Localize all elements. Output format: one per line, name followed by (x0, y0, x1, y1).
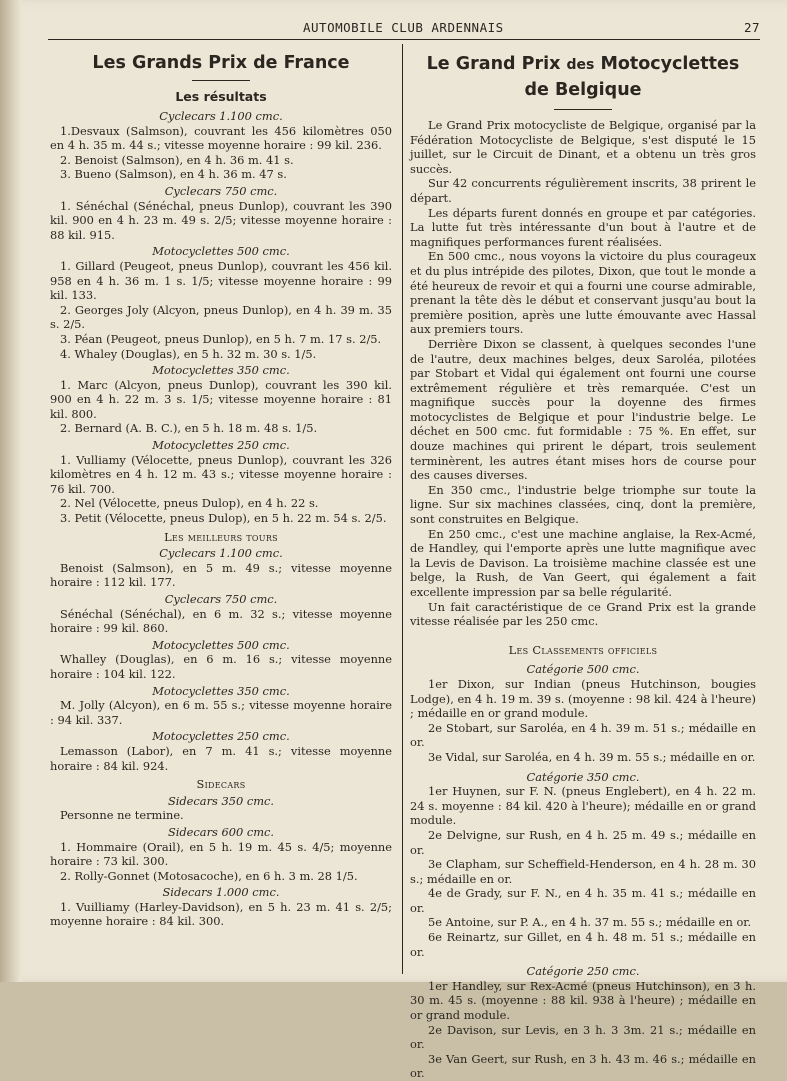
result-entry: 1. Gillard (Peugeot, pneus Dunlop), couvrant les 456 kil. 958 en 4 h. 36 m. 1 s. 1/5; vitesse moyenne horaire : 99 kil. 133. (50, 258, 392, 303)
article-paragraph: Les départs furent donnés en groupe et par catégories. La lutte fut très intéressante d'un bout à l'autre et de magnifiques performances furent réalisées. (410, 205, 756, 249)
title-rule (192, 80, 250, 81)
ranking-entry: 5e Antoine, sur P. A., en 4 h. 37 m. 55 s.; médaille en or. (428, 915, 752, 930)
result-entry: 2. Georges Joly (Alcyon, pneus Dunlop), en 4 h. 39 m. 35 s. 2/5. (50, 302, 392, 332)
result-entry: Whalley (Douglas), en 6 m. 16 s.; vitesse moyenne horaire : 104 kil. 122. (50, 652, 392, 681)
result-entry: 1. Marc (Alcyon, pneus Dunlop), couvrant les 390 kil. 900 en 4 h. 22 m. 3 s. 1/5; vitesse moyenne horaire : 81 kil. 800. (50, 377, 392, 421)
category-heading: Motocyclettes 350 cmc. (152, 363, 290, 378)
category-heading: Motocyclettes 500 cmc. (152, 244, 290, 259)
result-entry: 1. Vulliamy (Vélocette, pneus Dunlop), couvrant les 326 kilomètres en 4 h. 12 m. 43 s.; vitesse moyenne horaire : 76 kil. 700. (50, 452, 392, 496)
classements-heading: Les Classements officiels (508, 642, 658, 657)
book-binding-shadow (0, 0, 22, 982)
result-entry: 1. Sénéchal (Sénéchal, pneus Dunlop), couvrant les 390 kil. 900 en 4 h. 23 m. 49 s. 2/5; vitesse moyenne horaire : 88 kil. 915. (50, 198, 392, 242)
result-entry: 2. Bernard (A. B. C.), en 5 h. 18 m. 48 s. 1/5. (60, 421, 318, 436)
right-title-part-c: Motocyclettes (600, 54, 740, 74)
result-entry: Sénéchal (Sénéchal), en 6 m. 32 s.; vitesse moyenne horaire : 99 kil. 860. (50, 606, 392, 636)
category-heading: Motocyclettes 500 cmc. (152, 637, 290, 652)
category-heading: Catégorie 350 cmc. (526, 769, 640, 784)
result-entry: 3. Péan (Peugeot, pneus Dunlop), en 5 h. 7 m. 17 s. 2/5. (60, 331, 382, 346)
header-rule (48, 39, 760, 40)
ranking-entry: 3e Vidal, sur Saroléa, en 4 h. 39 m. 55 s.; médaille en or. (428, 749, 756, 764)
running-head-title: AUTOMOBILE CLUB ARDENNAIS (303, 20, 504, 35)
classements-list (410, 662, 756, 1081)
result-entry: 3. Petit (Vélocette, pneus Dulop), en 5 h. 22 m. 54 s. 2/5. (60, 511, 387, 526)
right-column (410, 52, 756, 1081)
left-column (50, 52, 392, 929)
article-paragraph: Derrière Dixon se classent, à quelques secondes l'une de l'autre, deux machines belges, deux Saroléa, pilotées par Stobart et Vidal qui également ont fourni une course extrêmement régulière et très remarquée. C'est un magnifique succès pour la doyenne des firmes motocyclistes de Belgique et pour l'industrie belge. Le déchet en 500 cmc. fut formidable : 75 %. En effet, sur douze machines qui prirent le départ, trois seulement terminèrent, les autres étant mises hors de course pour des causes diverses. (410, 336, 756, 483)
result-entry: 2. Benoist (Salmson), en 4 h. 36 m. 41 s. (60, 152, 294, 167)
ranking-entry: 2e Davison, sur Levis, en 3 h. 3 3m. 21 s.; médaille en or. (410, 1022, 756, 1052)
right-article-title (410, 52, 756, 103)
ranking-entry: 2e Stobart, sur Saroléa, en 4 h. 39 m. 51 s.; médaille en or. (410, 720, 756, 750)
ranking-entry: 2e Delvigne, sur Rush, en 4 h. 25 m. 49 s.; médaille en or. (410, 827, 756, 857)
result-entry: M. Jolly (Alcyon), en 6 m. 55 s.; vitesse moyenne horaire : 94 kil. 337. (50, 698, 392, 727)
article-paragraph: Un fait caractéristique de ce Grand Prix est la grande vitesse réalisée par les 250 cmc. (410, 599, 756, 629)
category-heading: Sidecars 350 cmc. (167, 793, 275, 808)
result-entry: 4. Whaley (Douglas), en 5 h. 32 m. 30 s. 1/5. (60, 346, 317, 361)
article-paragraph: Sur 42 concurrents régulièrement inscrits, 38 prirent le départ. (410, 176, 756, 205)
category-heading: Sidecars 1.000 cmc. (162, 885, 280, 900)
right-title-part-b: des (566, 57, 595, 73)
ranking-entry: 6e Reinartz, sur Gillet, en 4 h. 48 m. 51 s.; médaille en or. (410, 930, 756, 959)
result-entry: 2. Nel (Vélocette, pneus Dulop), en 4 h. 22 s. (60, 496, 319, 511)
category-heading: Catégorie 250 cmc. (526, 964, 640, 979)
result-entry: Personne ne termine. (60, 808, 184, 823)
result-entry: 1. Hommaire (Orail), en 5 h. 19 m. 45 s. 4/5; moyenne horaire : 73 kil. 300. (50, 839, 392, 869)
result-entry: 2. Rolly-Gonnet (Motosacoche), en 6 h. 3 m. 28 1/5. (60, 868, 358, 883)
article-paragraph: En 250 cmc., c'est une machine anglaise, la Rex-Acmé, de Handley, qui l'emporte après une lutte magnifique avec la Levis de Davison. La troisième machine classée est une belge, la Rush, de Van Geert, qui également a fait excellente impression par sa belle régularité. (410, 526, 756, 599)
left-article-body (50, 109, 392, 929)
right-article-body (410, 118, 756, 629)
category-heading: Cyclecars 750 cmc. (164, 183, 278, 198)
article-paragraph: En 350 cmc., l'industrie belge triomphe sur toute la ligne. Sur six machines classées, cinq, dont la première, sont construites en Belgique. (410, 482, 756, 527)
title-rule (554, 109, 612, 110)
page-number: 27 (743, 20, 760, 35)
section-heading: Les meilleurs tours (164, 529, 278, 544)
ranking-entry: 1er Huynen, sur F. N. (pneus Englebert), en 4 h. 22 m. 24 s. moyenne : 84 kil. 420 à l'heure); médaille en or grand module. (410, 784, 756, 828)
result-entry: Benoist (Salmson), en 5 m. 49 s.; vitesse moyenne horaire : 112 kil. 177. (50, 560, 392, 590)
result-entry: 1. Vuilliamy (Harley-Davidson), en 5 h. 23 m. 41 s. 2/5; moyenne horaire : 84 kil. 300. (50, 899, 392, 929)
result-entry: Lemasson (Labor), en 7 m. 41 s.; vitesse moyenne horaire : 84 kil. 924. (50, 743, 392, 773)
ranking-entry: 3e Clapham, sur Scheffield-Henderson, en 4 h. 28 m. 30 s.; médaille en or. (410, 857, 756, 886)
category-heading: Motocyclettes 350 cmc. (152, 683, 290, 698)
article-paragraph: Le Grand Prix motocycliste de Belgique, organisé par la Fédération Motocycliste de Belgique, s'est disputé le 15 juillet, sur le Circuit de Dinant, et a obtenu un très gros succès. (410, 118, 756, 176)
result-entry: 1.Desvaux (Salmson), couvrant les 456 kilomètres 050 en 4 h. 35 m. 44 s.; vitesse moyenne horaire : 99 kil. 236. (50, 123, 392, 153)
category-heading: Motocyclettes 250 cmc. (152, 729, 290, 744)
result-entry: 3. Bueno (Salmson), en 4 h. 36 m. 47 s. (60, 167, 287, 182)
article-paragraph: En 500 cmc., nous voyons la victoire du plus courageux et du plus intrépide des pilotes, Dixon, que tout le monde a été heureux de revoir et qui a fourni une course admirable, prenant la tête dès le début et conservant jusqu'au bout la première position, après une lutte émouvante avec Hassal aux premiers tours. (410, 249, 756, 337)
ranking-entry: 1er Handley, sur Rex-Acmé (pneus Hutchinson), en 3 h. 30 m. 45 s. (moyenne : 88 kil. 938 à l'heure) ; médaille en or grand module. (410, 978, 756, 1023)
section-heading: Sidecars (196, 777, 246, 792)
ranking-entry: 3e Van Geert, sur Rush, en 3 h. 43 m. 46 s.; médaille en or. (410, 1051, 756, 1081)
left-article-subtitle: Les résultats (175, 89, 267, 104)
category-heading: Motocyclettes 250 cmc. (152, 438, 290, 453)
column-divider (402, 44, 403, 974)
category-heading: Catégorie 500 cmc. (526, 662, 640, 677)
category-heading: Cyclecars 1.100 cmc. (159, 109, 283, 123)
ranking-entry: 4e de Grady, sur F. N., en 4 h. 35 m. 41 s.; médaille en or. (410, 886, 756, 915)
category-heading: Sidecars 600 cmc. (167, 824, 275, 839)
ranking-entry: 1er Dixon, sur Indian (pneus Hutchinson, bougies Lodge), en 4 h. 19 m. 39 s. (moyenne : 98 kil. 424 à l'heure) ; médaille en or grand module. (410, 676, 756, 721)
category-heading: Cyclecars 1.100 cmc. (159, 546, 283, 561)
category-heading: Cyclecars 750 cmc. (164, 592, 278, 606)
left-article-title: Les Grands Prix de France (92, 53, 350, 73)
right-title-part-a: Le Grand Prix (426, 54, 561, 74)
right-title-part-d: de Belgique (524, 80, 642, 100)
